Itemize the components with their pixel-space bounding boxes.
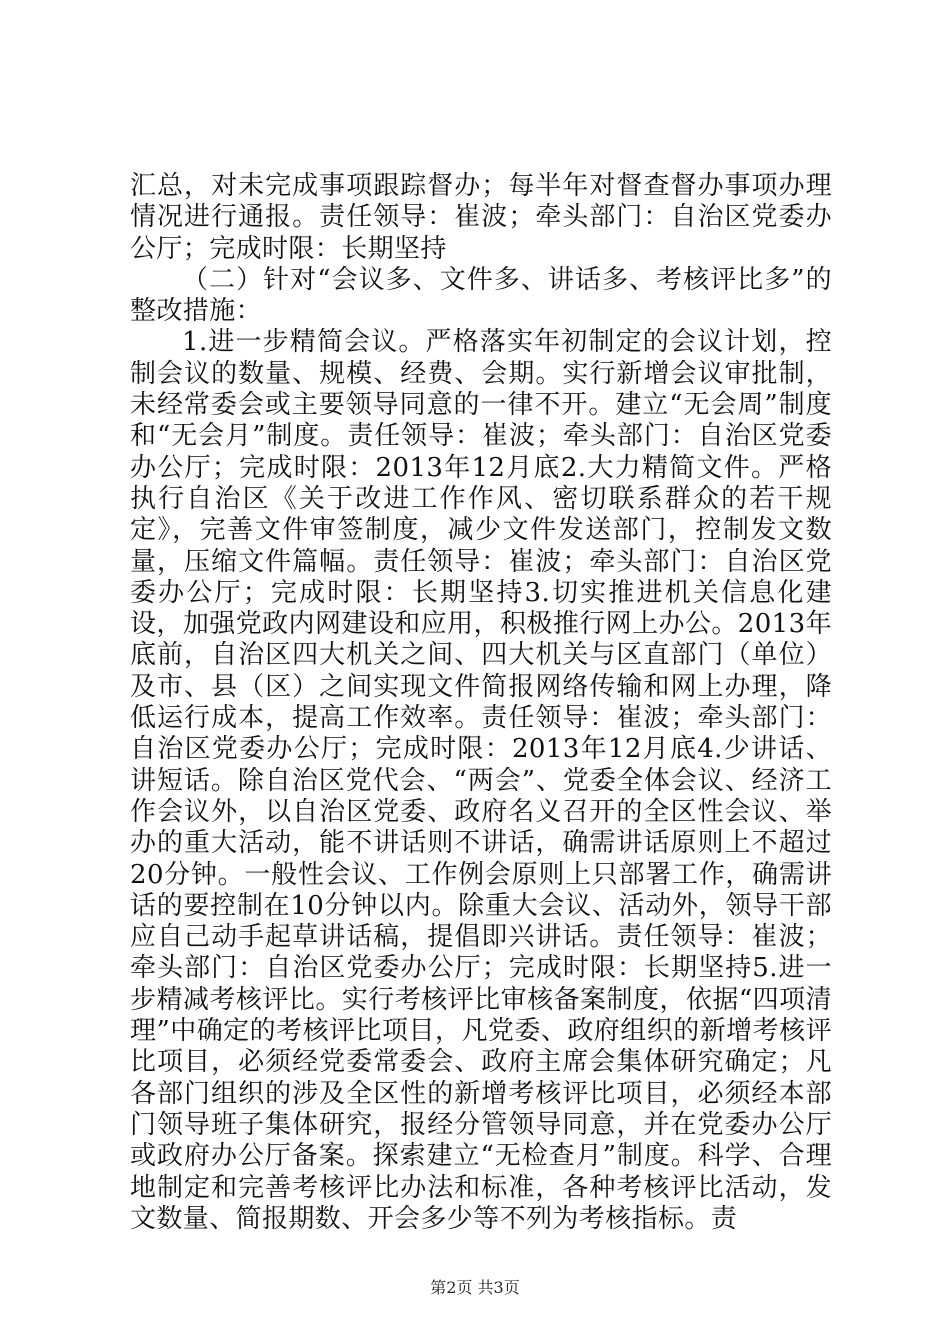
paragraph-continuation: 汇总，对未完成事项跟踪督办；每半年对督查督办事项办理情况进行通报。责任领导：崔波；牵头部门：自治区党委办公厅；完成时限：长期坚持	[130, 171, 832, 264]
document-body	[130, 171, 832, 1235]
measures-paragraph: 1.进一步精简会议。严格落实年初制定的会议计划，控制会议的数量、规模、经费、会期。实行新增会议审批制，未经常委会或主要领导同意的一律不开。建立“无会周”制度和“无会月”制度。责任领导：崔波；牵头部门：自治区党委办公厅；完成时限：2013年12月底2.大力精简文件。严格执行自治区《关于改进工作作风、密切联系群众的若干规定》，完善文件审签制度，减少文件发送部门，控制发文数量，压缩文件篇幅。责任领导：崔波；牵头部门：自治区党委办公厅；完成时限：长期坚持3.切实推进机关信息化建设，加强党政内网建设和应用，积极推行网上办公。2013年底前，自治区四大机关之间、四大机关与区直部门（单位）及市、县（区）之间实现文件简报网络传输和网上办理，降低运行成本，提高工作效率。责任领导：崔波；牵头部门：自治区党委办公厅；完成时限：2013年12月底4.少讲话、讲短话。除自治区党代会、“两会”、党委全体会议、经济工作会议外，以自治区党委、政府名义召开的全区性会议、举办的重大活动，能不讲话则不讲话，确需讲话原则上不超过20分钟。一般性会议、工作例会原则上只部署工作，确需讲话的要控制在10分钟以内。除重大会议、活动外，领导干部应自己动手起草讲话稿，提倡即兴讲话。责任领导：崔波；牵头部门：自治区党委办公厅；完成时限：长期坚持5.进一步精减考核评比。实行考核评比审核备案制度，依据“四项清理”中确定的考核评比项目，凡党委、政府组织的新增考核评比项目，必须经党委常委会、政府主席会集体研究确定；凡各部门组织的涉及全区性的新增考核评比项目，必须经本部门领导班子集体研究，报经分管领导同意，并在党委办公厅或政府办公厅备案。探索建立“无检查月”制度。科学、合理地制定和完善考核评比办法和标准，各种考核评比活动，发文数量、简报期数、开会多少等不列为考核指标。责	[130, 327, 832, 1234]
page-footer: 第2页 共3页	[430, 1278, 520, 1297]
section-heading-paragraph: （二）针对“会议多、文件多、讲话多、考核评比多”的整改措施：	[130, 264, 832, 327]
